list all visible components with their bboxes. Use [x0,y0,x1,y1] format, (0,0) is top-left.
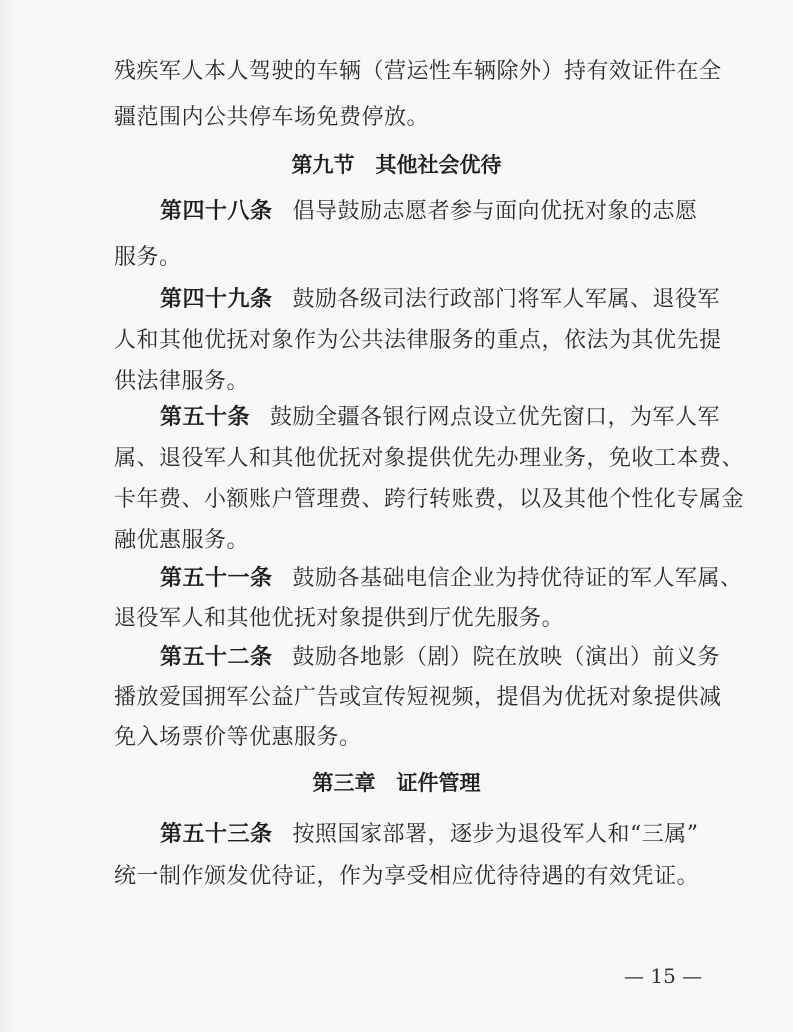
body-line: 免入场票价等优惠服务。 [114,725,362,750]
page-number: — 15 — [624,964,703,988]
body-line: 卡年费、小额账户管理费、跨行转账费，以及其他个性化专属金 [114,487,745,512]
body-line: 退役军人和其他优抚对象提供到厅优先服务。 [114,606,565,631]
body-line: 融优惠服务。 [114,528,250,553]
body-line: 人和其他优抚对象作为公共法律服务的重点，依法为其优先提 [114,328,722,353]
body-line: 播放爱国拥军公益广告或宣传短视频，提倡为优抚对象提供减 [114,685,722,710]
body-line: 疆范围内公共停车场免费停放。 [114,105,430,130]
body-line: 供法律服务。 [114,369,250,394]
body-line: 残疾军人本人驾驶的车辆（营运性车辆除外）持有效证件在全 [114,59,722,84]
article-line: 第四十九条 鼓励各级司法行政部门将军人军属、退役军 [160,287,721,312]
body-line: 服务。 [114,245,182,270]
body-line: 属、退役军人和其他优抚对象提供优先办理业务，免收工本费、 [114,446,745,471]
article-number: 第四十八条 [160,199,273,224]
article-number: 第五十条 [160,405,251,430]
article-line: 第五十二条 鼓励各地影（剧）院在放映（演出）前义务 [160,645,721,670]
article-line: 第五十三条 按照国家部署，逐步为退役军人和“三属” [160,822,699,847]
article-line: 第五十条 鼓励全疆各银行网点设立优先窗口，为军人军 [160,405,721,430]
article-number: 第五十三条 [160,822,273,847]
section-heading: 第九节 其他社会优待 [291,153,502,177]
article-line: 第四十八条 倡导鼓励志愿者参与面向优抚对象的志愿 [160,199,698,224]
article-number: 第四十九条 [160,287,273,312]
article-line: 第五十一条 鼓励各基础电信企业为持优待证的军人军属、 [160,566,743,591]
article-number: 第五十二条 [160,645,273,670]
body-line: 统一制作颁发优待证，作为享受相应优待待遇的有效凭证。 [114,864,700,889]
article-number: 第五十一条 [160,566,273,591]
chapter-heading: 第三章 证件管理 [312,771,481,795]
